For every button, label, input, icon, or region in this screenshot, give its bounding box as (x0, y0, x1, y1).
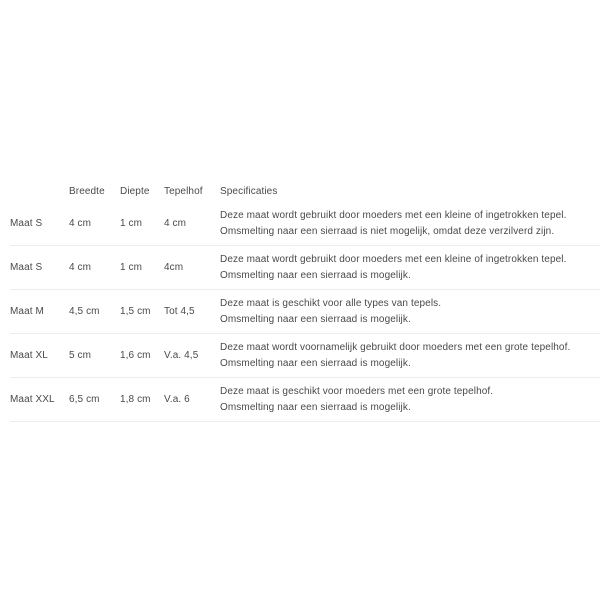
spec-cell (220, 202, 600, 246)
table-row (10, 290, 600, 334)
breedte-cell: 5 cm (69, 334, 120, 378)
breedte-cell: 4 cm (69, 246, 120, 290)
spec-line: Omsmelting naar een sierraad is niet mogelijk, omdat deze verzilverd zijn. (220, 225, 555, 237)
tepelhof-cell: 4 cm (164, 202, 220, 246)
tepelhof-cell: V.a. 4,5 (164, 334, 220, 378)
diepte-cell: 1 cm (120, 246, 164, 290)
size-name-cell: Maat S (10, 202, 69, 246)
tepelhof-cell: Tot 4,5 (164, 290, 220, 334)
header-diepte: Diepte (120, 185, 150, 197)
tepelhof-cell: V.a. 6 (164, 378, 220, 422)
size-name-cell: Maat XL (10, 334, 69, 378)
diepte-cell: 1,6 cm (120, 334, 164, 378)
header-specificaties: Specificaties (220, 185, 278, 197)
spec-line: Omsmelting naar een sierraad is mogelijk. (220, 269, 411, 281)
spec-line: Deze maat is geschikt voor moeders met een grote tepelhof. (220, 385, 494, 397)
breedte-cell: 6,5 cm (69, 378, 120, 422)
spec-line: Deze maat wordt voornamelijk gebruikt door moeders met een grote tepelhof. (220, 341, 571, 353)
spec-line: Deze maat wordt gebruikt door moeders met een kleine of ingetrokken tepel. (220, 253, 567, 265)
diepte-cell: 1 cm (120, 202, 164, 246)
tepelhof-cell: 4cm (164, 246, 220, 290)
spec-cell (220, 290, 600, 334)
table-row (10, 334, 600, 378)
breedte-cell: 4,5 cm (69, 290, 120, 334)
diepte-cell: 1,8 cm (120, 378, 164, 422)
table-row (10, 378, 600, 422)
spec-cell (220, 334, 600, 378)
table-row (10, 202, 600, 246)
table-row (10, 246, 600, 290)
size-name-cell: Maat M (10, 290, 69, 334)
size-name-cell: Maat XXL (10, 378, 69, 422)
breedte-cell: 4 cm (69, 202, 120, 246)
spec-cell (220, 246, 600, 290)
size-name-cell: Maat S (10, 246, 69, 290)
header-tepelhof: Tepelhof (164, 185, 203, 197)
header-size (10, 180, 69, 202)
spec-line: Omsmelting naar een sierraad is mogelijk. (220, 357, 411, 369)
spec-line: Deze maat wordt gebruikt door moeders met een kleine of ingetrokken tepel. (220, 209, 567, 221)
spec-line: Deze maat is geschikt voor alle types van tepels. (220, 297, 442, 309)
table-header-row (10, 180, 600, 202)
spec-line: Omsmelting naar een sierraad is mogelijk. (220, 313, 411, 325)
spec-cell (220, 378, 600, 422)
diepte-cell: 1,5 cm (120, 290, 164, 334)
spec-line: Omsmelting naar een sierraad is mogelijk. (220, 401, 411, 413)
size-table-container (10, 180, 600, 422)
size-table (10, 180, 600, 422)
header-breedte: Breedte (69, 185, 105, 197)
